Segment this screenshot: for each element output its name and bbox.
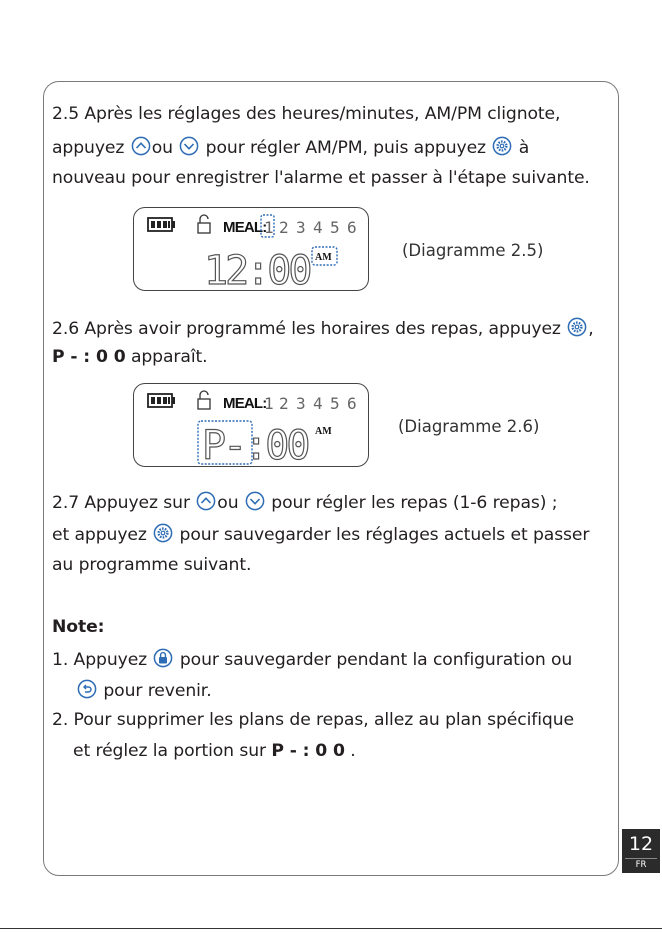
- s26-line2: P - : 0 0 apparaît.: [52, 347, 208, 367]
- lock-icon: [153, 648, 173, 668]
- meal-number: 6: [347, 218, 357, 237]
- s25-line3: nouveau pour enregistrer l'alarme et passer à l'étape suivante.: [52, 168, 590, 188]
- unlock-icon: [198, 391, 210, 409]
- bottom-rule: [0, 928, 662, 929]
- settings-gear-icon: [492, 136, 512, 156]
- unlock-icon: [198, 215, 210, 233]
- page-number: 12: [628, 833, 654, 855]
- ampm-indicator: AM: [315, 252, 332, 263]
- language-code: FR: [625, 858, 657, 871]
- meal-number: 1: [264, 394, 274, 413]
- lcd-diagram-2-5: [133, 207, 369, 291]
- meal-number: 2: [279, 394, 289, 413]
- s27-line2: et appuyez pour sauvegarder les réglages actuels et passer: [52, 525, 590, 545]
- note-1-line1: 1. Appuyez pour sauvegarder pendant la configuration ou: [52, 650, 573, 670]
- meal-label: MEAL:: [223, 219, 267, 236]
- note-1-line2: pour revenir.: [76, 679, 212, 701]
- note-2-line2: et réglez la portion sur P - : 0 0 .: [73, 741, 356, 761]
- page-number-tab: [622, 829, 660, 873]
- lcd-diagram-2-6: [133, 383, 369, 467]
- meal-number: 2: [279, 218, 289, 237]
- down-arrow-icon: [179, 136, 199, 156]
- meal-number: 3: [296, 218, 306, 237]
- meal-number: 4: [313, 394, 323, 413]
- settings-gear-icon: [567, 317, 587, 337]
- back-icon: [77, 679, 97, 699]
- meal-number: 1: [264, 218, 274, 237]
- diagram-2-5-caption: (Diagramme 2.5): [402, 241, 544, 260]
- meal-number: 5: [330, 218, 340, 237]
- meal-number: 5: [330, 394, 340, 413]
- note-title: Note:: [52, 617, 105, 637]
- diagram-2-6-caption: (Diagramme 2.6): [398, 417, 540, 436]
- meal-number: 4: [313, 218, 323, 237]
- up-arrow-icon: [196, 491, 216, 511]
- note-2-line1: 2. Pour supprimer les plans de repas, allez au plan spécifique: [52, 710, 575, 730]
- settings-gear-icon: [153, 523, 173, 543]
- s26-line1: 2.6 Après avoir programmé les horaires des repas, appuyez ,: [52, 319, 594, 339]
- s27-line3: au programme suivant.: [52, 555, 252, 575]
- down-arrow-icon: [245, 491, 265, 511]
- s25-line1: 2.5 Après les réglages des heures/minutes, AM/PM clignote,: [52, 104, 561, 124]
- battery-icon: [148, 394, 175, 407]
- time-display: 12:00: [204, 248, 310, 292]
- ampm-indicator: AM: [315, 426, 332, 437]
- portion-display: P-:00: [202, 423, 308, 468]
- up-arrow-icon: [131, 136, 151, 156]
- meal-number: 3: [296, 394, 306, 413]
- meal-label: MEAL:: [223, 395, 267, 412]
- s25-line2: appuyez ou pour régler AM/PM, puis appuyez à: [52, 138, 530, 158]
- battery-icon: [148, 218, 175, 231]
- meal-number: 6: [347, 394, 357, 413]
- s27-line1: 2.7 Appuyez sur ou pour régler les repas (1-6 repas) ;: [52, 493, 558, 513]
